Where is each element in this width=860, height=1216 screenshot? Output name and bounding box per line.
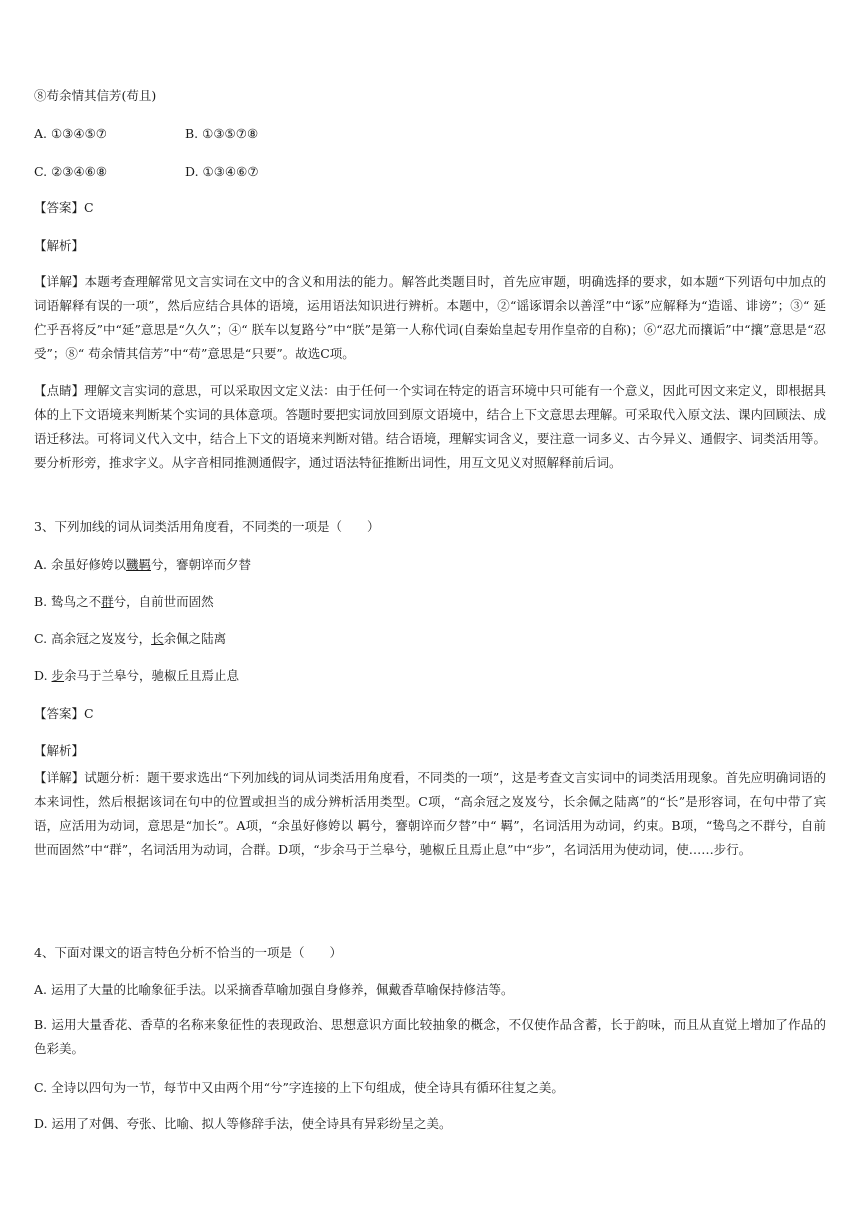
q3-question: 3、下列加线的词从词类活用角度看，不同类的一项是（ ） xyxy=(34,519,380,534)
q3-option-d-pre: D. xyxy=(34,668,52,683)
q2-tip: 【点睛】理解文言实词的意思，可以采取因文定义法：由于任何一个实词在特定的语言环境中只可能有一个意义，因此可因文来定义，即根据具体的上下文语境来判断某个实词的具体意项。答题时要把实词放回到原文语境中，结合上下文意思去理解。可采取代入原文法、课内回顾法、成语迁移法。可将词义代入文中，结合上下文的语境来判断对错。结合语境，理解实词含义，要注意一词多义、古今异义、通假字、词类活用等。要分析形旁，推求字义。从字音相同推测通假字，通过语法特征推断出词性，用互文见义对照解释前后词。 xyxy=(34,383,826,470)
q3-option-b-underlined-word: 群 xyxy=(101,594,114,609)
q4-option-b: B. 运用大量香花、香草的名称来象征性的表现政治、思想意识方面比较抽象的概念，不仅使作品含蓄，长于韵味，而且从直觉上增加了作品的色彩美。 xyxy=(34,1017,826,1056)
q3-option-d-post: 余马于兰皋兮，驰椒丘且焉止息 xyxy=(64,668,240,683)
q3-option-d xyxy=(34,666,239,686)
q2-option-b: B. ①③⑤⑦⑧ xyxy=(185,126,259,141)
q3-option-c-post: 余佩之陆离 xyxy=(163,631,227,646)
q3-option-a xyxy=(34,555,251,575)
q2-item-8: ⑧苟余情其信芳(苟且) xyxy=(34,88,157,103)
q2-option-a: A. ①③④⑤⑦ xyxy=(34,126,108,141)
q2-option-d: D. ①③④⑥⑦ xyxy=(185,164,259,179)
q4-question: 4、下面对课文的语言特色分析不恰当的一项是（ ） xyxy=(34,945,342,960)
q4-option-a: A. 运用了大量的比喻象征手法。以采摘香草喻加强自身修养，佩戴香草喻保持修洁等。 xyxy=(34,982,514,997)
q3-option-b-post: 兮，自前世而固然 xyxy=(113,594,214,609)
q3-option-c xyxy=(34,629,226,649)
q2-answer: 【答案】C xyxy=(34,200,94,215)
q4-option-d: D. 运用了对偶、夸张、比喻、拟人等修辞手法，使全诗具有异彩纷呈之美。 xyxy=(34,1116,452,1131)
q3-analysis-heading: 【解析】 xyxy=(34,743,85,758)
q3-detail: 【详解】试题分析：题干要求选出“下列加线的词从词类活用角度看，不同类的一项”，这是考查文言实词中的词类活用现象。首先应明确词语的本来词性，然后根据该词在句中的位置或担当的成分辨析活用类型。C项，“高余冠之岌岌兮，长余佩之陆离”的“长”是形容词，在句中带了宾语，应活用为动词，意思是“加长”。A项，“余虽好修姱以 羁兮，謇朝谇而夕替”中“ 羁”，名词活用为动词，约束。B项，“鸷鸟之不群兮，自前世而固然”中“群”，名词活用为动词，合群。D项，“步余马于兰皋兮，驰椒丘且焉止息”中“步”，名词活用为使动词，使……步行。 xyxy=(34,770,826,857)
q2-analysis-heading: 【解析】 xyxy=(34,238,85,253)
q3-option-d-underlined-word: 步 xyxy=(51,668,65,683)
q3-option-b-pre: B. 鸷鸟之不 xyxy=(34,594,102,609)
q3-option-a-post: 兮，謇朝谇而夕替 xyxy=(151,557,252,572)
q3-option-a-underlined-word: 鞿羁 xyxy=(125,557,151,572)
q3-option-c-underlined-word: 长 xyxy=(151,631,164,646)
q3-option-a-pre: A. 余虽好修姱以 xyxy=(34,557,126,572)
q2-option-c: C. ②③④⑥⑧ xyxy=(34,164,108,179)
q4-option-c: C. 全诗以四句为一节，每节中又由两个用“兮”字连接的上下句组成，使全诗具有循环往复之美。 xyxy=(34,1080,564,1095)
q3-option-c-pre: C. 高余冠之岌岌兮， xyxy=(34,631,152,646)
q2-detail: 【详解】本题考查理解常见文言实词在文中的含义和用法的能力。解答此类题目时，首先应审题，明确选择的要求，如本题“下列语句中加点的词语解释有误的一项”，然后应结合具体的语境，运用语法知识进行辨析。本题中，②“谣诼谓余以善淫”中“诼”应解释为“造谣、诽谤”；③“ 延伫乎吾将反”中“延”意思是“久久”；④“ 朕车以复路兮”中“朕”是第一人称代词(自秦始皇起专用作皇帝的自称)；⑥“忍尤而攘诟”中“攘”意思是“忍受”；⑧“ 苟余情其信芳”中“苟”意思是“只要”。故选C项。 xyxy=(34,274,826,361)
q3-option-b xyxy=(34,592,214,612)
q3-answer: 【答案】C xyxy=(34,706,94,721)
